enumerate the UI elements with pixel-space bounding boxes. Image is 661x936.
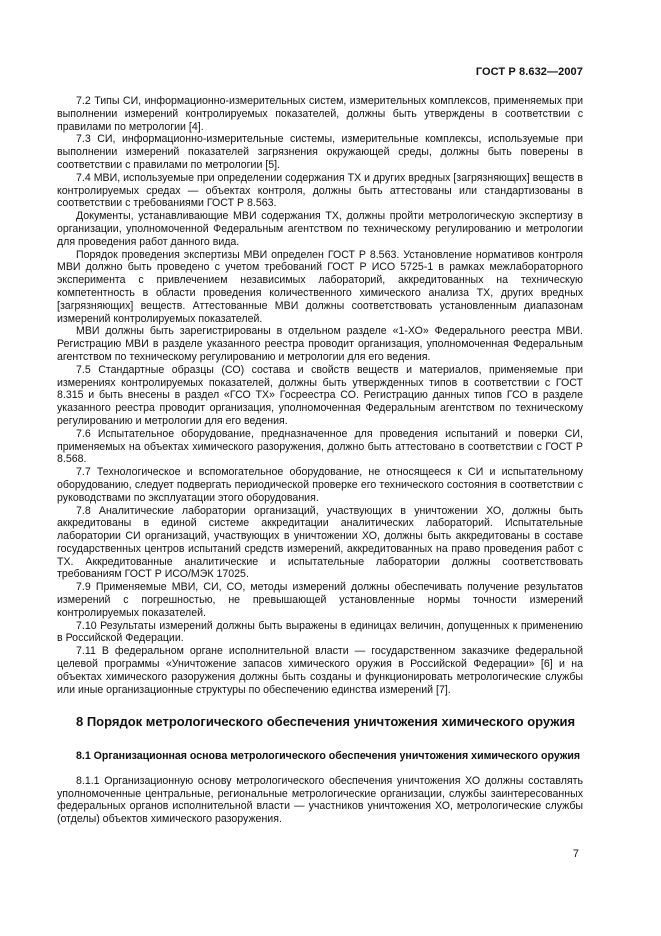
document-code-header: ГОСТ Р 8.632—2007	[475, 66, 583, 78]
paragraph-7-3: 7.3 СИ, информационно-измерительные системы, измерительные комплексы, используемые при выполнении измерений показателей загрязнения окружающей среды, должны быть поверены в соответствии с правилами по метрологии [5].	[57, 133, 583, 171]
paragraph-7-8: 7.8 Аналитические лаборатории организаций, участвующих в уничтожении ХО, должны быть аккредитованы в единой системе аккредитации аналитических лабораторий. Испытательные лаборатории СИ организаций, участвующих в уничтожении ХО, должны быть аккредитованы в составе государственных центров испытаний средств измерений, аккредитованных на право проведения работ с ТХ. Аккредитованные аналитические и испытательные лаборатории должны соответствовать требованиям ГОСТ Р ИСО/МЭК 17025.	[57, 504, 583, 581]
paragraph-7-2: 7.2 Типы СИ, информационно-измерительных систем, измерительных комплексов, применяемых при выполнении измерений контролируемых показателей, должны быть утверждены в соответствии с правилами по метрологии [4].	[57, 95, 583, 133]
paragraph-7-11: 7.11 В федеральном органе исполнительной власти — государственном заказчике федеральной целевой программы «Уничтожение запасов химического оружия в Российской Федерации» [6] и на объектах химического разоружения должны быть созданы и функционировать метрологические службы или иные организационные структуры по обеспечению единства измерений [7].	[57, 645, 583, 696]
subsection-8-1-title: 8.1 Организационная основа метрологического обеспечения уничтожения химического оружия	[76, 749, 581, 762]
paragraph-7-7: 7.7 Технологическое и вспомогательное оборудование, не относящееся к СИ и испытательному оборудованию, следует подвергать периодической проверке его технического состояния в соответствии с руководствами по эксплуатации этого оборудования.	[57, 466, 583, 504]
paragraph-7-4: 7.4 МВИ, используемые при определении содержания ТХ и других вредных [загрязняющих] веществ в контролируемых средах — объектах контроля, должны быть аттестованы или стандартизованы в соответствии с требованиями ГОСТ Р 8.563.	[57, 171, 583, 210]
paragraph-mvi-registration: МВИ должны быть зарегистрированы в отдельном разделе «1-ХО» Федерального реестра МВИ. Регистрацию МВИ в разделе указанного реестра проводит организация, уполномоченная Федеральным агентством по техническому регулированию и метрологии для его ведения.	[57, 325, 583, 363]
paragraph-7-6: 7.6 Испытательное оборудование, предназначенное для проведения испытаний и поверки СИ, применяемых на объектах химического разоружения, должно быть аттестовано в соответствии с ГОСТ Р 8.568.	[57, 427, 583, 466]
paragraph-7-10: 7.10 Результаты измерений должны быть выражены в единицах величин, допущенных к применению в Российской Федерации.	[57, 619, 583, 645]
paragraph-7-5: 7.5 Стандартные образцы (СО) состава и свойств веществ и материалов, применяемые при измерениях контролируемых показателей, должны быть утвержденных типов в соответствии с ГОСТ 8.315 и быть внесены в раздел «ГСО ТХ» Госреестра СО. Регистрацию данных типов ГСО в разделе указанного реестра проводит организация, уполномоченная Федеральным агентством по техническому регулированию и метрологии для его ведения.	[57, 363, 583, 427]
paragraph-7-9: 7.9 Применяемые МВИ, СИ, СО, методы измерений должны обеспечивать получение результатов измерений с погрешностью, не превышающей установленные нормы точности измерений контролируемых показателей.	[57, 581, 583, 619]
paragraph-expertise-procedure: Порядок проведения экспертизы МВИ определен ГОСТ Р 8.563. Установление нормативов контроля МВИ должно быть проведено с учетом требований ГОСТ Р ИСО 5725-1 в рамках межлабораторного эксперимента с привлечением независимых лабораторий, аккредитованных на техническую компетентность в области проведения количественного химического анализа ТХ, других вредных [загрязняющих] веществ. Аттестованные МВИ должны соответствовать установленным диапазонам измерений контролируемых показателей.	[57, 248, 583, 325]
paragraph-8-1-1: 8.1.1 Организационную основу метрологического обеспечения уничтожения ХО должны составлять уполномоченные центральные, региональные метрологические организации, службы заинтересованных федеральных органов исполнительной власти — участников уничтожения ХО, метрологические службы (отделы) объектов химического разоружения.	[57, 774, 583, 826]
page-content	[57, 95, 583, 826]
page-number: 7	[572, 848, 579, 860]
section-8-title: 8 Порядок метрологического обеспечения уничтожения химического оружия	[76, 714, 576, 730]
paragraph-mvi-expertise: Документы, устанавливающие МВИ содержания ТХ, должны пройти метрологическую экспертизу в организации, уполномоченной Федеральным агентством по техническому регулированию и метрологии для проведения работ данного вида.	[57, 210, 583, 248]
